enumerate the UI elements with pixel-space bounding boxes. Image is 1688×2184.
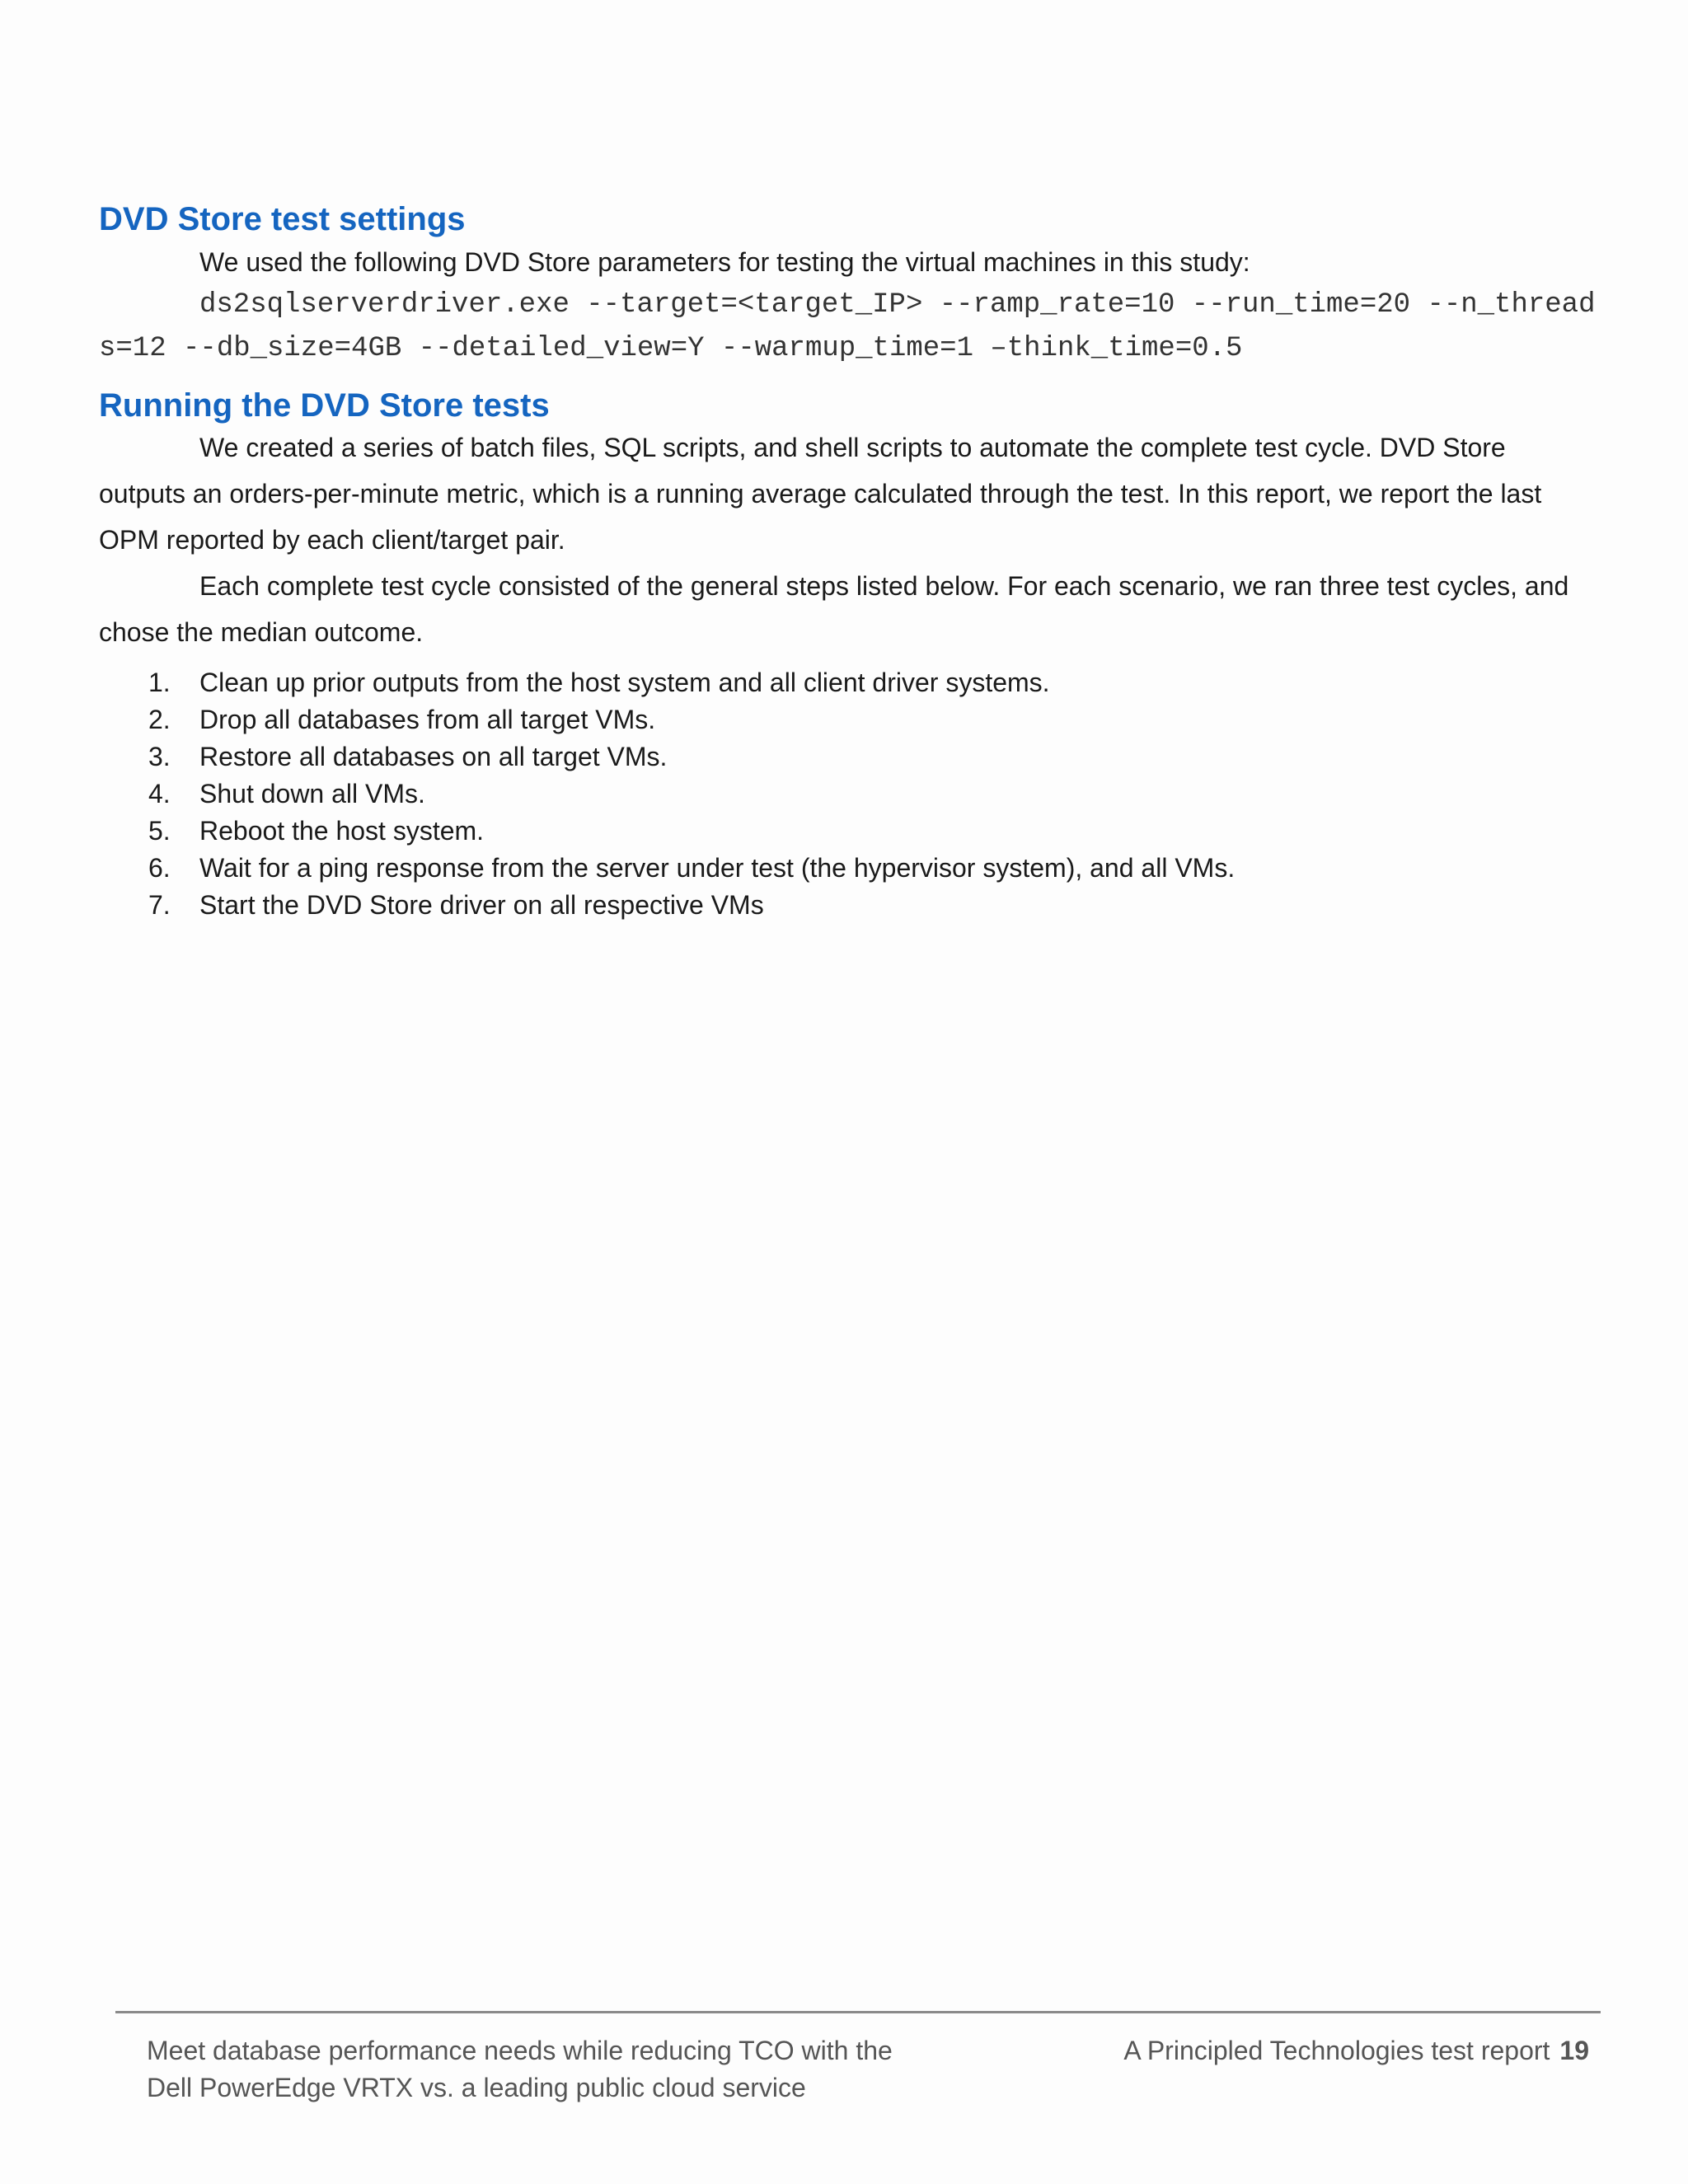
list-item-number: 3. xyxy=(148,742,171,771)
footer-report-label xyxy=(1123,2032,1589,2069)
list-item xyxy=(99,664,1235,701)
list-item-text: Drop all databases from all target VMs. xyxy=(199,705,656,734)
test-cycle-steps-list xyxy=(99,664,1235,924)
list-item xyxy=(99,887,1235,924)
list-item-number: 4. xyxy=(148,779,171,808)
list-item-text: Wait for a ping response from the server under test (the hypervisor system), and all VMs. xyxy=(199,853,1236,883)
list-item-text: Start the DVD Store driver on all respective VMs xyxy=(199,890,764,920)
list-item xyxy=(99,776,1235,813)
section-heading-running-dvd-store-tests: Running the DVD Store tests xyxy=(99,387,550,424)
footer-title-line-1: Meet database performance needs while reducing TCO with the xyxy=(147,2036,893,2065)
footer-divider xyxy=(115,2011,1601,2013)
list-item-number: 6. xyxy=(148,853,171,883)
list-item xyxy=(99,850,1235,887)
list-item-text: Restore all databases on all target VMs. xyxy=(199,742,668,771)
running-tests-paragraph-1: We created a series of batch files, SQL scripts, and shell scripts to automate the complete test cycle. DVD Store outputs an orders-per-minute metric, which is a running average calculated through the test. In this report, we report the last OPM reported by each client/target pair. xyxy=(99,433,1542,555)
list-item-text: Shut down all VMs. xyxy=(199,779,425,808)
list-item-number: 2. xyxy=(148,705,171,734)
section-heading-dvd-store-test-settings: DVD Store test settings xyxy=(99,201,466,237)
list-item-number: 5. xyxy=(148,816,171,846)
list-item-number: 1. xyxy=(148,668,171,697)
running-tests-paragraph-2: Each complete test cycle consisted of the general steps listed below. For each scenario, we ran three test cycles, and chose the median outcome. xyxy=(99,571,1569,647)
dvd-store-command-line: ds2sqlserverdriver.exe --target=<target_IP> --ramp_rate=10 --run_time=20 --n_threads=12 --db_size=4GB --detailed_view=Y --warmup_time=1 –think_time=0.5 xyxy=(99,289,1596,364)
settings-intro-paragraph: We used the following DVD Store parameters for testing the virtual machines in this study: xyxy=(199,247,1250,277)
list-item-text: Reboot the host system. xyxy=(199,816,485,846)
list-item-text: Clean up prior outputs from the host system and all client driver systems. xyxy=(199,668,1050,697)
footer-report-title xyxy=(147,2032,893,2107)
footer-report-label-text: A Principled Technologies test report xyxy=(1123,2036,1550,2065)
list-item xyxy=(99,701,1235,738)
page-number: 19 xyxy=(1559,2036,1589,2065)
list-item xyxy=(99,738,1235,776)
list-item xyxy=(99,813,1235,850)
list-item-number: 7. xyxy=(148,890,171,920)
footer-title-line-2: Dell PowerEdge VRTX vs. a leading public cloud service xyxy=(147,2073,806,2102)
